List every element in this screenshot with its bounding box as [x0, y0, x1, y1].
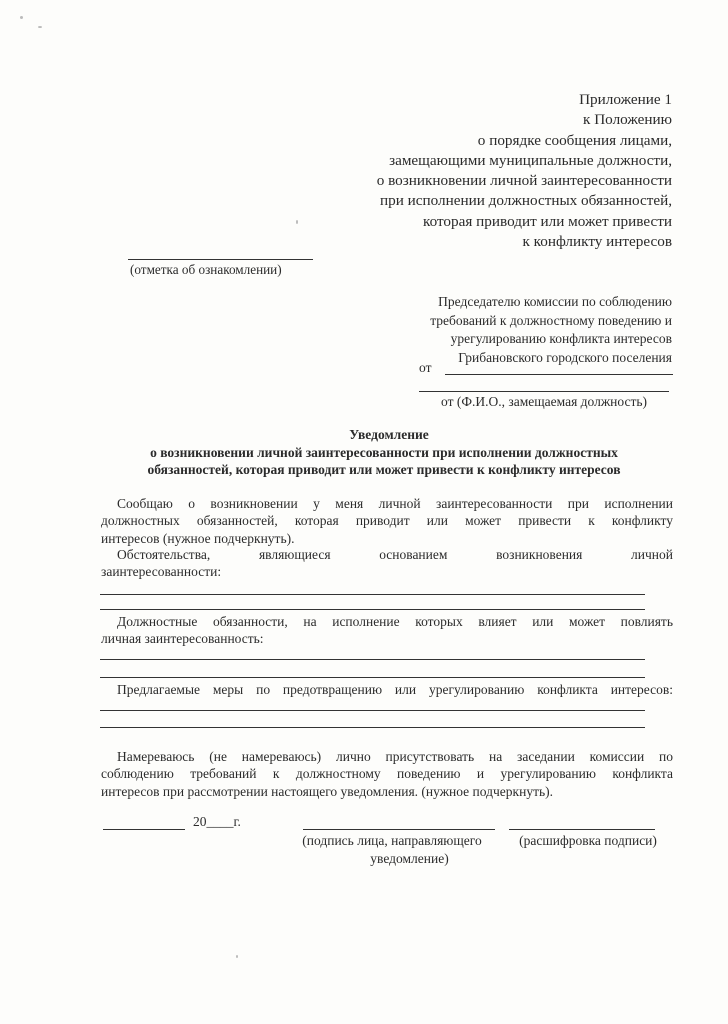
notice-subtitle-line: о возникновении личной заинтересованности при исполнении должностных — [150, 444, 618, 460]
from-caption: от (Ф.И.О., замещаемая должность) — [441, 394, 648, 409]
addressee-line: требований к должностному поведению и — [430, 312, 672, 328]
appendix-line: замещающими муниципальные должности, — [389, 151, 672, 169]
duties-field[interactable] — [100, 677, 645, 678]
appendix-line: Приложение 1 — [579, 91, 672, 108]
appendix-line: при исполнении должностных обязанностей, — [380, 192, 672, 210]
paragraph-conflict-report — [101, 495, 673, 547]
duties-field[interactable] — [100, 659, 645, 660]
paragraph-line: интересов (нужное подчеркнуть). — [101, 530, 295, 546]
circumstances-field[interactable] — [100, 609, 645, 610]
notice-heading: Уведомление — [349, 427, 429, 442]
measures-field[interactable] — [100, 710, 645, 711]
signature-decode-field[interactable] — [509, 829, 655, 830]
addressee-block — [430, 293, 672, 367]
appendix-line: к конфликту интересов — [522, 233, 672, 251]
addressee-line: урегулированию конфликта интересов — [450, 331, 672, 347]
notice-title — [0, 426, 728, 479]
signature-caption — [292, 832, 492, 867]
signature-caption-line: (подпись лица, направляющего — [302, 833, 482, 848]
measures-field[interactable] — [100, 727, 645, 728]
appendix-line: которая приводит или может привести — [423, 212, 672, 230]
paragraph-line: интересов при рассмотрении настоящего уведомления. (нужное подчеркнуть). — [101, 783, 553, 799]
paragraph-line: Должностные обязанности, на исполнение которых влияет или может повлиять — [117, 614, 673, 629]
from-name-field[interactable] — [445, 374, 673, 375]
signature-field[interactable] — [303, 829, 495, 830]
paragraph-circumstances — [101, 546, 673, 581]
decode-caption: (расшифровка подписи) — [519, 833, 657, 848]
acknowledgment-line[interactable] — [128, 259, 313, 260]
signature-caption-line: уведомление) — [370, 850, 449, 866]
paragraph-measures — [101, 681, 673, 698]
circumstances-field[interactable] — [100, 594, 645, 595]
paragraph-line: заинтересованности: — [101, 564, 222, 580]
paragraph-line: личная заинтересованность: — [101, 631, 264, 647]
paragraph-line: Сообщаю о возникновении у меня личной заинтересованности при исполнении — [117, 496, 673, 511]
addressee-line: Председателю комиссии по соблюдению — [438, 294, 672, 309]
from-position-field[interactable] — [419, 391, 669, 392]
paragraph-duties — [101, 613, 673, 648]
paragraph-line: должностных обязанностей, которая приводит или может привести к конфликту — [101, 513, 673, 529]
from-label: от — [419, 360, 432, 375]
paragraph-attendance — [101, 748, 673, 800]
acknowledgment-caption: (отметка об ознакомлении) — [130, 262, 282, 277]
appendix-line: к Положению — [583, 111, 672, 129]
date-year: 20____г. — [193, 814, 241, 829]
addressee-line: Грибановского городского поселения — [458, 349, 672, 365]
scan-speck — [236, 955, 238, 958]
appendix-line: о порядке сообщения лицами, — [477, 131, 672, 149]
date-field[interactable] — [103, 829, 185, 830]
paragraph-line: соблюдению требований к должностному поведению и урегулированию конфликта — [101, 766, 673, 782]
scan-speck — [38, 26, 42, 28]
scan-speck — [20, 16, 23, 19]
paragraph-line: Обстоятельства, являющиеся основанием возникновения личной — [117, 547, 673, 562]
paragraph-line: Предлагаемые меры по предотвращению или урегулированию конфликта интересов: — [117, 682, 673, 697]
notice-subtitle-line: обязанностей, которая приводит или может привести к конфликту интересов — [147, 462, 621, 477]
scan-speck — [296, 220, 298, 224]
paragraph-line: Намереваюсь (не намереваюсь) лично присутствовать на заседании комиссии по — [117, 749, 673, 764]
appendix-line: о возникновении личной заинтересованности — [376, 172, 672, 190]
appendix-header — [377, 90, 672, 252]
